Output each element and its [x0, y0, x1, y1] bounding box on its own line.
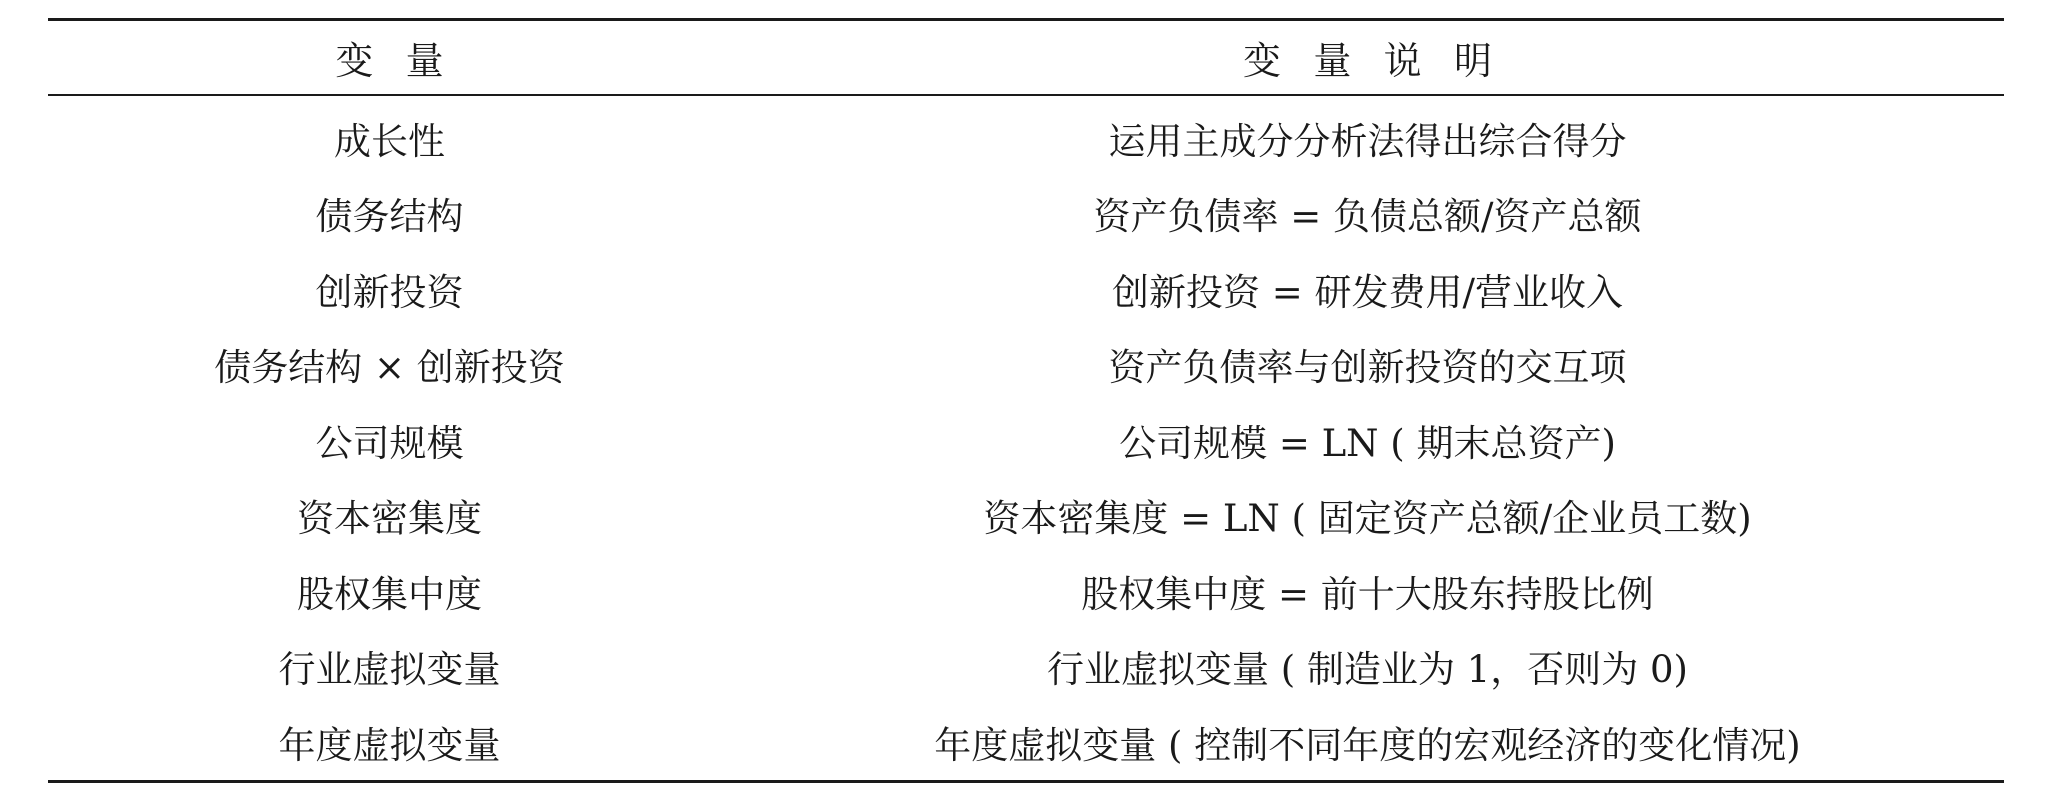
cell-variable: 年度虚拟变量	[278, 723, 501, 767]
cell-variable: 债务结构 × 创新投资	[214, 346, 565, 390]
cell-description: 公司规模 = LN ( 期末总资产)	[1119, 421, 1616, 465]
cell-description: 年度虚拟变量 ( 控制不同年度的宏观经济的变化情况)	[934, 723, 1801, 767]
cell-description: 股权集中度 = 前十大股东持股比例	[1081, 572, 1654, 616]
cell-variable: 债务结构	[315, 195, 464, 239]
cell-variable: 成长性	[334, 119, 445, 163]
table-row	[48, 704, 2004, 781]
cell-variable: 资本密集度	[297, 497, 482, 541]
table-row	[48, 629, 2004, 705]
cell-variable: 股权集中度	[297, 572, 482, 616]
cell-description: 资产负债率与创新投资的交互项	[1108, 346, 1627, 390]
header-variable: 变量	[335, 39, 476, 83]
table-row	[48, 176, 2004, 252]
table-row	[48, 478, 2004, 554]
table-row	[48, 327, 2004, 403]
table-row	[48, 553, 2004, 629]
cell-description: 创新投资 = 研发费用/营业收入	[1112, 270, 1623, 314]
table-header-row	[48, 20, 2004, 96]
table-row	[48, 402, 2004, 478]
header-variable-description: 变量说明	[1243, 39, 1525, 83]
table-row	[48, 95, 2004, 176]
cell-variable: 行业虚拟变量	[278, 648, 501, 692]
cell-description: 资产负债率 = 负债总额/资产总额	[1093, 195, 1642, 239]
cell-description: 资本密集度 = LN ( 固定资产总额/企业员工数)	[983, 497, 1752, 541]
variable-table-container	[48, 18, 2004, 783]
cell-variable: 创新投资	[315, 270, 464, 314]
cell-variable: 公司规模	[315, 421, 464, 465]
table-row	[48, 251, 2004, 327]
cell-description: 运用主成分分析法得出综合得分	[1108, 119, 1627, 163]
cell-description: 行业虚拟变量 ( 制造业为 1，否则为 0)	[1047, 648, 1688, 692]
variable-definition-table	[48, 18, 2004, 783]
